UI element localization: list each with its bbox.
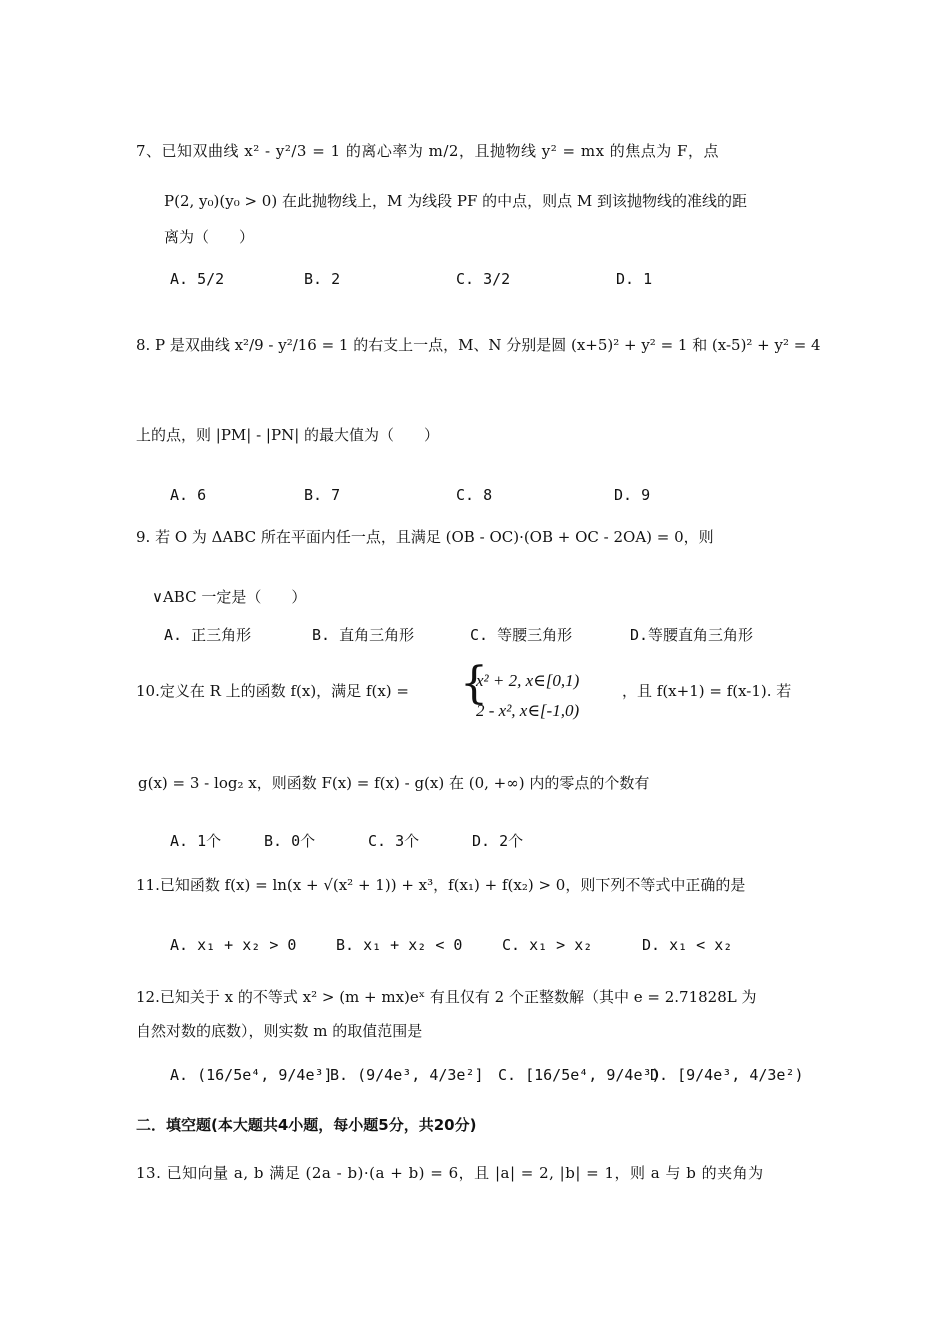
q7-line1: 7、已知双曲线 x² - y²/3 = 1 的离心率为 m/2，且抛物线 y² = mx 的焦点为 F，点 xyxy=(136,142,719,160)
q11-option-b[interactable]: B. x₁ + x₂ < 0 xyxy=(336,936,463,954)
q12-option-a[interactable]: A. (16/5e⁴, 9/4e³] xyxy=(170,1066,333,1084)
q9-line2: ∨ABC 一定是（ ） xyxy=(152,588,307,606)
q8-line1: 8. P 是双曲线 x²/9 - y²/16 = 1 的右支上一点，M、N 分别是圆 (x+5)² + y² = 1 和 (x-5)² + y² = 4 xyxy=(136,336,821,354)
q8-option-b[interactable]: B. 7 xyxy=(304,486,341,504)
q8-option-c[interactable]: C. 8 xyxy=(456,486,493,504)
q12-line1: 12.已知关于 x 的不等式 x² > (m + mx)eˣ 有且仅有 2 个正整数解（其中 e = 2.71828L 为 xyxy=(136,988,757,1006)
q7-option-c[interactable]: C. 3/2 xyxy=(456,270,511,288)
q12-option-d[interactable]: D. [9/4e³, 4/3e²) xyxy=(650,1066,804,1084)
q9-option-d[interactable]: D.等腰直角三角形 xyxy=(630,626,754,644)
q7-option-d[interactable]: D. 1 xyxy=(616,270,653,288)
q11-option-d[interactable]: D. x₁ < x₂ xyxy=(642,936,733,954)
q10-option-d[interactable]: D. 2个 xyxy=(472,832,524,850)
q12-option-b[interactable]: B. (9/4e³, 4/3e²] xyxy=(330,1066,484,1084)
q7-line2: P(2, y₀)(y₀ > 0) 在此抛物线上，M 为线段 PF 的中点，则点 M 到该抛物线的准线的距 xyxy=(164,192,748,210)
q9-option-a[interactable]: A. 正三角形 xyxy=(164,626,252,644)
q12-option-c[interactable]: C. [16/5e⁴, 9/4e³) xyxy=(498,1066,661,1084)
q11-option-c[interactable]: C. x₁ > x₂ xyxy=(502,936,593,954)
q10-piecewise-brace: { xyxy=(460,658,488,709)
q11-option-a[interactable]: A. x₁ + x₂ > 0 xyxy=(170,936,297,954)
q13-line1: 13. 已知向量 a, b 满足 (2a - b)·(a + b) = 6，且 |a| = 2, |b| = 1，则 a 与 b 的夹角为 xyxy=(136,1164,764,1182)
q7-option-b[interactable]: B. 2 xyxy=(304,270,341,288)
q8-option-a[interactable]: A. 6 xyxy=(170,486,207,504)
q7-line3: 离为（ ） xyxy=(164,228,255,246)
q10-option-c[interactable]: C. 3个 xyxy=(368,832,420,850)
section2-title: 二．填空题(本大题共4小题，每小题5分，共20分) xyxy=(136,1116,477,1134)
q9-option-c[interactable]: C. 等腰三角形 xyxy=(470,626,573,644)
q7-option-a[interactable]: A. 5/2 xyxy=(170,270,225,288)
q12-line2: 自然对数的底数），则实数 m 的取值范围是 xyxy=(136,1022,423,1040)
q10-option-a[interactable]: A. 1个 xyxy=(170,832,222,850)
q8-line2: 上的点，则 |PM| - |PN| 的最大值为（ ） xyxy=(136,426,440,444)
q10-line2: g(x) = 3 - log₂ x，则函数 F(x) = f(x) - g(x) 在 (0, +∞) 内的零点的个数有 xyxy=(138,774,650,792)
q10-case2: 2 - x², x∈[-1,0) xyxy=(476,701,580,720)
q8-option-d[interactable]: D. 9 xyxy=(614,486,651,504)
q9-line1: 9. 若 O 为 ΔABC 所在平面内任一点，且满足 (OB - OC)·(OB + OC - 2OA) = 0，则 xyxy=(136,528,714,546)
q10-case1: x² + 2, x∈[0,1) xyxy=(476,671,580,690)
q10-line1-start: 10.定义在 R 上的函数 f(x)，满足 f(x) = xyxy=(136,682,409,700)
q10-option-b[interactable]: B. 0个 xyxy=(264,832,316,850)
q9-option-b[interactable]: B. 直角三角形 xyxy=(312,626,415,644)
q11-line1: 11.已知函数 f(x) = ln(x + √(x² + 1)) + x³，f(x₁) + f(x₂) > 0，则下列不等式中正确的是 xyxy=(136,876,746,894)
q10-line1-end: ，且 f(x+1) = f(x-1). 若 xyxy=(622,682,792,700)
